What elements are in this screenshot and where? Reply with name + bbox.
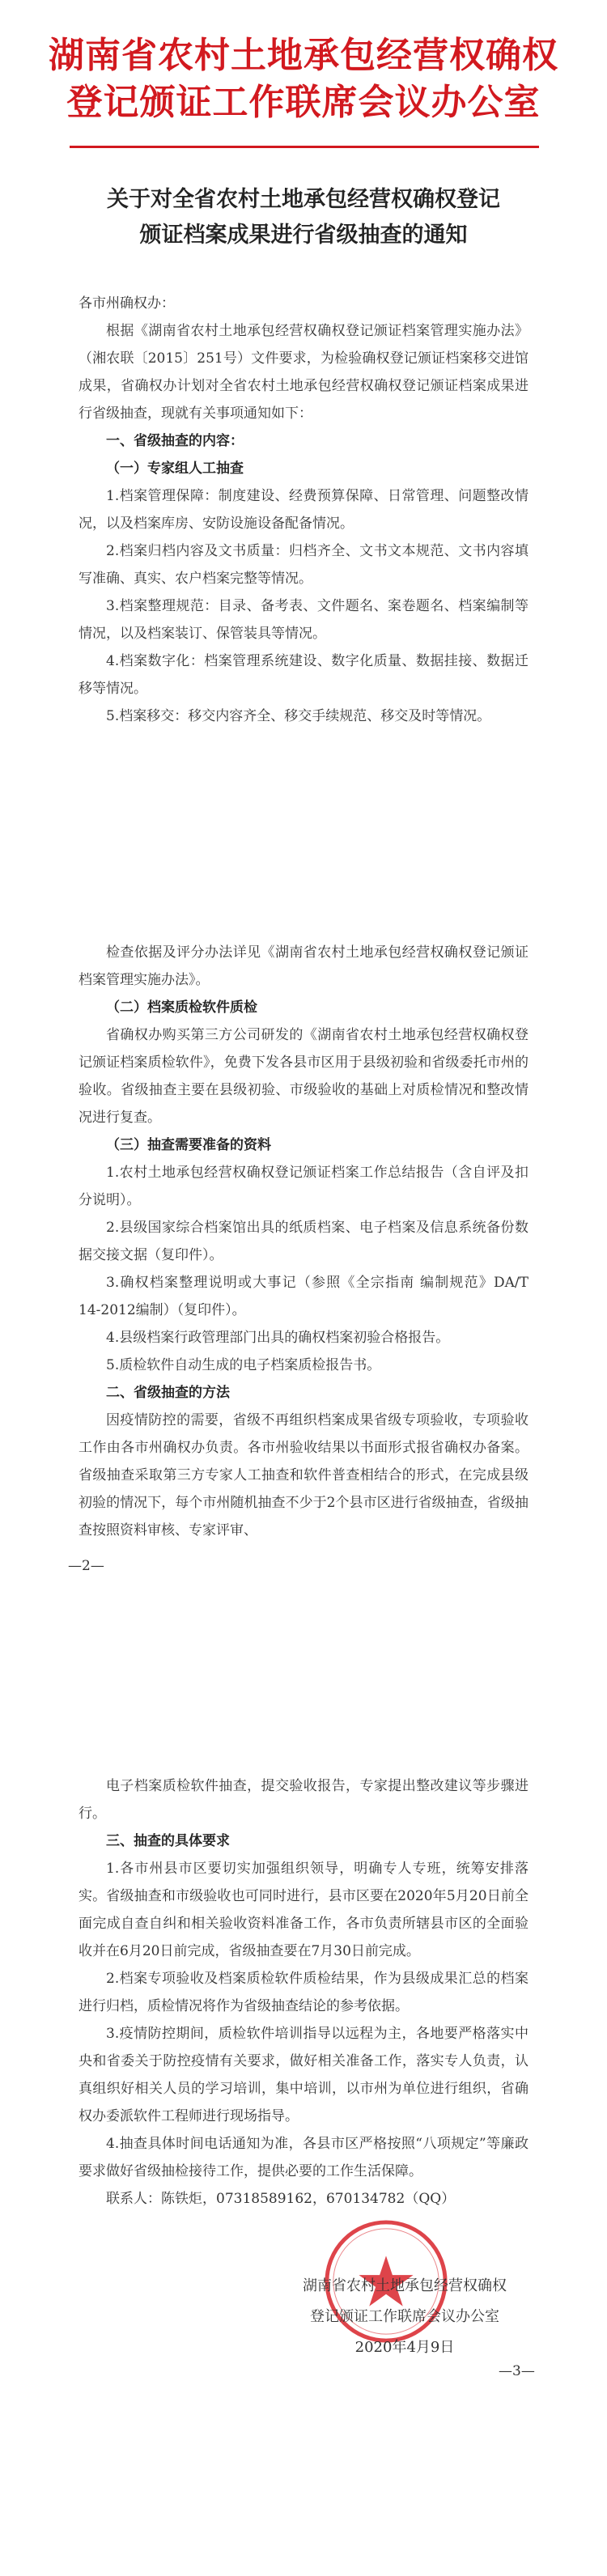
check-item-5: 5.档案移交：移交内容齐全、移交手续规范、移交及时等情况。: [106, 708, 491, 724]
steps-paragraph: 电子档案质检软件抽查，提交验收报告，专家提出整改建议等步骤进行。: [79, 1778, 528, 1822]
section-heading-1: 一、省级抽查的内容：: [106, 433, 244, 449]
subsection-heading-3: （三）抽查需要准备的资料: [106, 1137, 271, 1153]
contact-line: 联系人：陈铁炬，07318589162，670134782（QQ）: [106, 2191, 456, 2207]
material-item-1: 1.农村土地承包经营权确权登记颁证档案工作总结报告（含自评及扣分说明）。: [79, 1165, 528, 1208]
method-paragraph: 因疫情防控的需要，省级不再组织档案成果省级专项验收，专项验收工作由各市州确权办负责。各市州验收结果以书面形式报省确权办备案。省级抽查采取第三方专家人工抽查和软件普查相结合的形式，在完成县级初验的情况下，每个市州随机抽查不少于2个县市区进行省级抽查，省级抽查按照资料审核、专家评审、: [79, 1412, 528, 1538]
document-header: [0, 32, 607, 126]
material-item-4: 4.县级档案行政管理部门出具的确权档案初验合格报告。: [106, 1330, 450, 1346]
red-divider: [70, 146, 539, 148]
page1-body: [79, 290, 528, 730]
requirement-1: 1.各市州县市区要切实加强组织领导，明确专人专班，统筹安排落实。省级抽查和市级验收也可同时进行，县市区要在2020年5月20日前全面完成自查自纠和相关验收资料准备工作，各市负责所辖县市区的全面验收并在6月20日前完成，省级抽查要在7月30日前完成。: [79, 1861, 528, 1959]
check-item-2: 2.档案归档内容及文书质量：归档齐全、文书文本规范、文书内容填写准确、真实、农户档案完整等情况。: [79, 543, 528, 587]
check-item-3: 3.档案整理规范：目录、备考表、文件题名、案卷题名、档案编制等情况，以及档案装订、保管装具等情况。: [79, 598, 528, 642]
requirement-3: 3.疫情防控期间，质检软件培训指导以远程为主，各地要严格落实中央和省委关于防控疫情有关要求，做好相关准备工作，落实专人负责，认真组织好相关人员的学习培训，集中培训，以市州为单位进行组织，省确权办委派软件工程师进行现场指导。: [79, 2026, 528, 2124]
signature-org-line2: 登记颁证工作联席会议办公室: [310, 2308, 499, 2325]
subsection-heading-1: （一）专家组人工抽查: [106, 460, 244, 477]
material-item-2: 2.县级国家综合档案馆出具的纸质档案、电子档案及信息系统备份数据交接文据（复印件）。: [79, 1220, 528, 1263]
software-paragraph: 省确权办购买第三方公司研发的《湖南省农村土地承包经营权确权登记颁证档案质检软件》，免费下发各县市区用于县级初验和省级委托市州的验收。省级抽查主要在县级初验、市级验收的基础上对质检情况和整改情况进行复查。: [79, 1027, 528, 1126]
title-line1: 关于对全省农村土地承包经营权确权登记: [107, 187, 500, 212]
signature-date: 2020年4月9日: [354, 2339, 455, 2356]
issuing-org-line2: 登记颁证工作联席会议办公室: [66, 82, 541, 123]
title-line2: 颁证档案成果进行省级抽查的通知: [139, 223, 468, 248]
document-title: [0, 182, 607, 253]
section-heading-3: 三、抽查的具体要求: [106, 1833, 230, 1849]
intro-paragraph: 根据《湖南省农村土地承包经营权确权登记颁证档案管理实施办法》（湘农联〔2015〕251号）文件要求，为检验确权登记颁证档案移交进馆成果，省确权办计划对全省农村土地承包经营权确权登记颁证档案成果进行省级抽查，现就有关事项通知如下：: [79, 323, 528, 422]
page3-body: [79, 1772, 528, 2213]
salutation: 各市州确权办：: [79, 295, 175, 312]
page2-body: [79, 939, 528, 1544]
requirement-2: 2.档案专项验收及档案质检软件质检结果，作为县级成果汇总的档案进行归档，质检情况将作为省级抽查结论的参考依据。: [79, 1971, 528, 2014]
signature-org-line1: 湖南省农村土地承包经营权确权: [303, 2277, 507, 2294]
issuing-org-line1: 湖南省农村土地承包经营权确权: [49, 35, 558, 76]
material-item-3: 3.确权档案整理说明或大事记（参照《全宗指南 编制规范》DA/T 14-2012编制）（复印件）。: [79, 1275, 528, 1318]
check-item-1: 1.档案管理保障：制度建设、经费预算保障、日常管理、问题整改情况，以及档案库房、安防设施设备配备情况。: [79, 488, 528, 532]
check-item-4: 4.档案数字化：档案管理系统建设、数字化质量、数据挂接、数据迁移等情况。: [79, 653, 528, 697]
section-heading-2: 二、省级抽查的方法: [106, 1385, 230, 1401]
subsection-heading-2: （二）档案质检软件质检: [106, 999, 257, 1016]
material-item-5: 5.质检软件自动生成的电子档案质检报告书。: [106, 1357, 381, 1373]
page-number-3: —3—: [499, 2363, 535, 2379]
page-number-2: —2—: [68, 1558, 104, 1574]
requirement-4: 4.抽查具体时间电话通知为准，各县市区严格按照“八项规定”等廉政要求做好省级抽检接待工作，提供必要的工作生活保障。: [79, 2136, 528, 2179]
basis-paragraph: 检查依据及评分办法详见《湖南省农村土地承包经营权确权登记颁证档案管理实施办法》。: [79, 944, 528, 988]
